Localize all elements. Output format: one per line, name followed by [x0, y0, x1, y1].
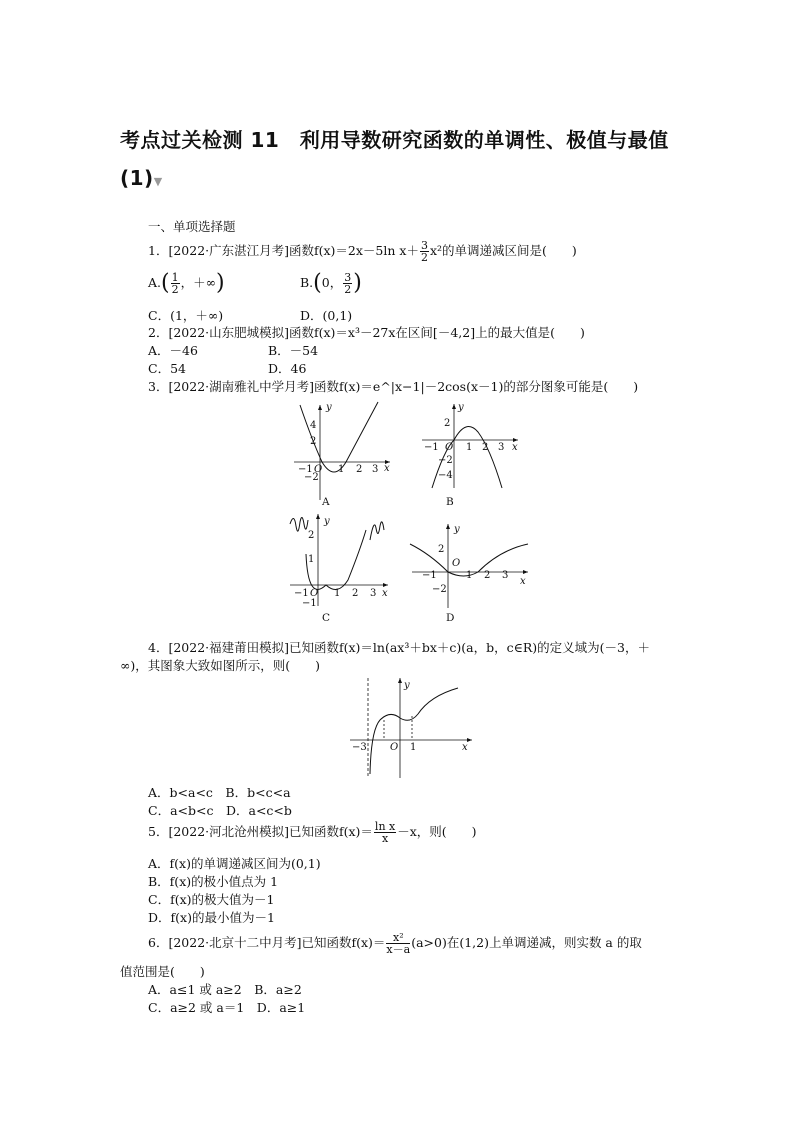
origin-label: O: [314, 464, 323, 475]
tick-label: 1: [466, 570, 473, 581]
page-title-suffix: [120, 166, 163, 190]
axis-x-label: x: [462, 742, 468, 753]
origin-label: O: [452, 558, 461, 569]
tick-label: 1: [334, 588, 341, 599]
question-6-stem: 6．[2022·北京十二中月考]已知函数f(x)＝ $\frac{\text{x²}}{x-a}$ (a>0)在(1,2)上单调递减，则实数 a 的取: [148, 931, 642, 956]
tick-label: 3: [498, 442, 505, 453]
tick-label: 4: [310, 420, 317, 431]
origin-label: O: [390, 742, 399, 753]
tick-label: −1: [294, 588, 309, 599]
question-5-option-b[interactable]: B．f(x)的极小值点为 1: [148, 874, 279, 889]
question-1-stem: 1．[2022·广东湛江月考]函数f(x)＝2x－5ln x＋ $\frac{3}{2}$ x²的单调递减区间是( ): [148, 239, 577, 264]
tick-label: −2: [304, 472, 319, 483]
question-4-stem: 4．[2022·福建莆田模拟]已知函数f(x)＝ln(ax³＋bx＋c)(a，b，c∈R)的定义域为(－3，＋: [148, 640, 650, 655]
axis-x-label: x: [384, 463, 390, 474]
question-5-option-d[interactable]: D．f(x)的最小值为－1: [148, 910, 275, 925]
origin-label: O: [310, 588, 319, 599]
axis-x-label: x: [520, 576, 526, 587]
tick-label: −4: [438, 470, 453, 481]
question-1-option-a[interactable]: A.( $\frac{1}{2}$ ，＋∞): [148, 270, 225, 296]
tick-label: −1: [424, 442, 439, 453]
question-1-option-b[interactable]: B.(0， $\frac{3}{2}$ ): [300, 270, 362, 296]
tick-label: 2: [308, 530, 315, 541]
tick-label: −2: [432, 584, 447, 595]
question-6-stem-cont: 值范围是( ): [120, 964, 205, 979]
graph-d-label: D: [446, 612, 455, 624]
question-6-options-ab[interactable]: A．a≤1 或 a≥2 B．a≥2: [148, 982, 302, 997]
question-4-options-ab[interactable]: A．b<a<c B．b<c<a: [148, 785, 291, 800]
graph-b[interactable]: [418, 400, 528, 490]
tick-label: 1: [410, 742, 417, 753]
question-2-option-d[interactable]: D．46: [268, 361, 307, 376]
graph-d[interactable]: [408, 520, 532, 610]
page-title: 考点过关检测 11 利用导数研究函数的单调性、极值与最值: [120, 128, 669, 152]
tick-label: 2: [482, 442, 489, 453]
axis-y-label: y: [324, 516, 330, 527]
graph-c-label: C: [322, 612, 331, 624]
question-5-option-c[interactable]: C．f(x)的极大值为－1: [148, 892, 275, 907]
tick-label: 2: [438, 544, 445, 555]
question-5-option-a[interactable]: A．f(x)的单调递减区间为(0,1): [148, 856, 321, 871]
question-2-option-c[interactable]: C．54: [148, 361, 186, 376]
graph-b-label: B: [446, 496, 454, 508]
fraction: $\frac{\text{x²}}{x-a}$: [386, 931, 411, 956]
tick-label: 1: [308, 554, 315, 565]
tick-label: −1: [298, 464, 313, 475]
graph-a-label: A: [322, 496, 330, 508]
question-2-option-b[interactable]: B．－54: [268, 343, 319, 358]
tick-label: 2: [484, 570, 491, 581]
axis-y-label: y: [458, 402, 464, 413]
tick-label: 3: [370, 588, 377, 599]
tick-label: 2: [352, 588, 359, 599]
question-2-option-a[interactable]: A．－46: [148, 343, 198, 358]
question-6-options-cd[interactable]: C．a≥2 或 a＝1 D．a≥1: [148, 1000, 306, 1015]
title-part-number: (1): [120, 166, 154, 190]
question-4-stem-cont: ∞)，其图象大致如图所示，则( ): [120, 658, 321, 673]
axis-x-label: x: [382, 588, 388, 599]
question-2-stem: 2．[2022·山东肥城模拟]函数f(x)＝x³－27x在区间[－4,2]上的最大值是( ): [148, 325, 585, 340]
tick-label: −1: [422, 570, 437, 581]
question-4-options-cd[interactable]: C．a<b<c D．a<c<b: [148, 803, 292, 818]
tick-label: 3: [502, 570, 509, 581]
axis-y-label: y: [454, 524, 460, 535]
tick-label: 1: [338, 464, 345, 475]
graph-c[interactable]: [284, 510, 394, 610]
axis-y-label: y: [404, 680, 410, 691]
question-3-stem: 3．[2022·湖南雅礼中学月考]函数f(x)＝e^|x−1|－2cos(x－1)的部分图象可能是( ): [148, 379, 639, 394]
question-1-option-d[interactable]: D．(0,1): [300, 308, 353, 323]
tick-label: −3: [352, 742, 367, 753]
graph-a[interactable]: [290, 400, 400, 505]
dropdown-marker-icon: ▼: [153, 175, 163, 188]
question-1-option-c[interactable]: C．(1，＋∞): [148, 308, 224, 323]
tick-label: −1: [302, 598, 317, 609]
section-heading: 一、单项选择题: [148, 219, 236, 234]
tick-label: 2: [310, 436, 317, 447]
tick-label: 2: [356, 464, 363, 475]
axis-y-label: y: [326, 402, 332, 413]
tick-label: 2: [444, 418, 451, 429]
tick-label: −2: [438, 455, 453, 466]
fraction: $\frac{3}{2}$: [420, 239, 428, 264]
tick-label: 3: [372, 464, 379, 475]
origin-label: O: [445, 442, 454, 453]
fraction: $\frac{\text{ln x}}{x}$: [374, 820, 396, 845]
tick-label: 1: [466, 442, 473, 453]
question-5-stem: 5．[2022·河北沧州模拟]已知函数f(x)＝ $\frac{\text{ln x}}{x}$ －x，则( ): [148, 820, 477, 845]
axis-x-label: x: [512, 442, 518, 453]
question-4-graph[interactable]: [350, 674, 475, 779]
